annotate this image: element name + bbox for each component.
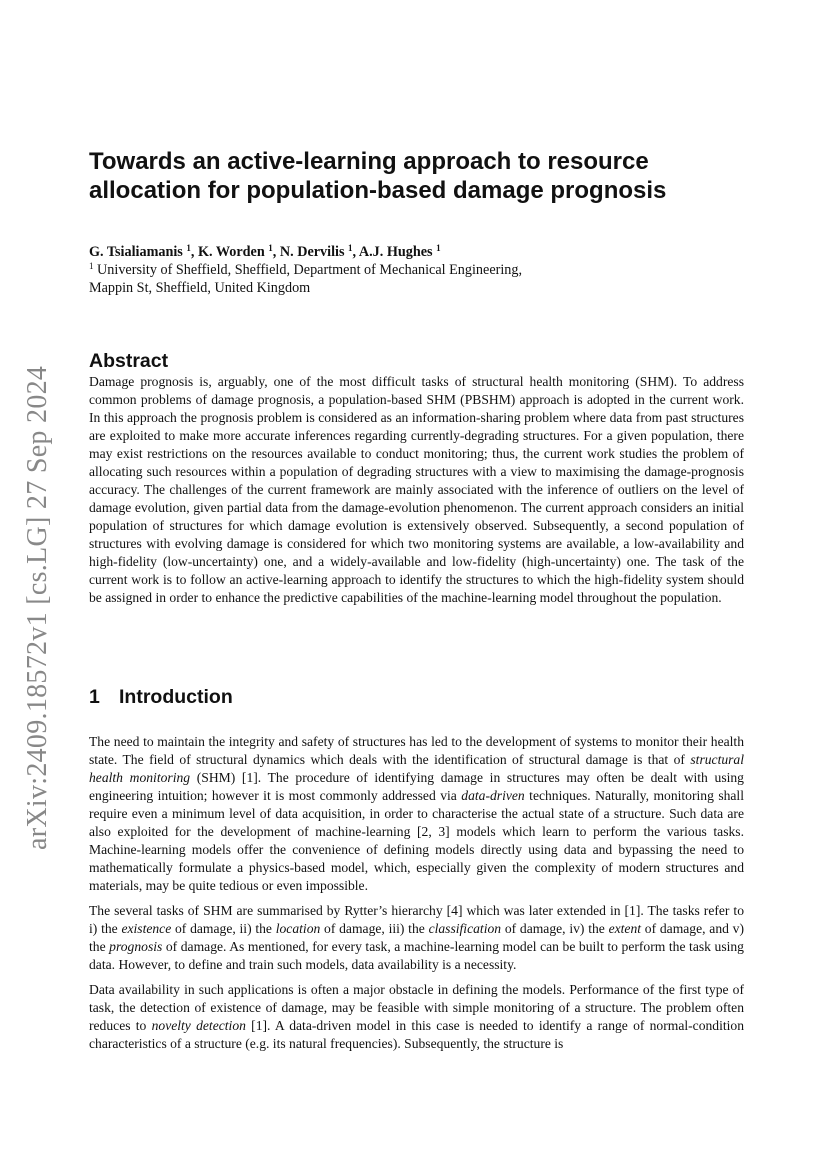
emphasis: structural health monitoring xyxy=(89,752,744,785)
abstract-text: Damage prognosis is, arguably, one of the most difficult tasks of structural health monitoring (SHM). To address common problems of damage prognosis, a population-based SHM (PBSHM) approach is adopted in the current work. In this approach the prognosis problem is considered as an information-sharing problem where data from past structures are exploited to make more accurate inferences regarding currently-degrading structures. For a given population, there may exist restrictions on the resources available to conduct monitoring; thus, the current work studies the problem of allocating such resources within a population of degrading structures with a view to maximising the damage-prognosis accuracy. The challenges of the current framework are mainly associated with the inference of outliers on the level of damage evolution, given partial data from the damage-evolution phenomenon. The current approach considers an initial population of structures for which damage evolution is extensively observed. Subsequently, a second population of structures with evolving damage is considered for which two monitoring systems are available, a low-availability and high-fidelity (low-uncertainty) one, and a widely-available and low-fidelity (high-uncertainty) one. The task of the current work is to follow an active-learning approach to identify the structures to which the high-fidelity system should be assigned in order to enhance the predictive capabilities of the machine-learning model throughout the population. xyxy=(89,374,744,605)
author-names: G. Tsialiamanis $^1$, K. Worden $^1$, N. Dervilis $^1$, A.J. Hughes $^1$ xyxy=(89,243,441,260)
affiliation-mark: 1 xyxy=(89,261,94,271)
introduction-body xyxy=(89,733,744,1060)
emphasis: prognosis xyxy=(109,939,163,954)
emphasis: location xyxy=(275,921,321,936)
affiliation-line: University of Sheffield, Sheffield, Department of Mechanical Engineering, xyxy=(97,262,523,278)
paper-title: Towards an active-learning approach to resource allocation for population-based damage prognosis xyxy=(89,148,667,204)
emphasis: novelty detection xyxy=(151,1018,246,1033)
author-affiliation-mark: 1 xyxy=(348,243,353,253)
section-title: Introduction xyxy=(119,686,233,708)
paragraph: Data availability in such applications is often a major obstacle in defining the models. Performance of the first type of task, the detection of existence of damage, may be feasible with simple monitoring of a structure. The problem often reduces to novelty detection [1]. A data-driven model in this case is needed to identify a range of normal-condition characteristics of a structure (e.g. its natural frequencies). Subsequently, the structure is xyxy=(89,982,745,1051)
paragraph: The need to maintain the integrity and safety of structures has led to the development of systems to monitor their health state. The field of structural dynamics which deals with the identification of structural damage is that of structural health monitoring (SHM) [1]. The procedure of identifying damage in structures may often be dealt with using engineering intuition; however it is most commonly addressed via data-driven techniques. Naturally, monitoring shall require even a minimum level of data acquisition, in order to characterise the actual state of a structure. Such data are also exploited for the development of machine-learning [2, 3] models which learn to perform the various tasks. Machine-learning models offer the convenience of defining models directly using data and bypassing the need to mathematically formulate a physics-based model, which, especially given the complexity of modern structures and materials, may be quite tedious or even impossible. xyxy=(89,734,744,893)
emphasis: classification xyxy=(428,921,502,936)
author-affiliation-mark: 1 xyxy=(436,243,441,253)
author-name: A.J. Hughes xyxy=(358,244,433,260)
author-block xyxy=(89,243,749,297)
emphasis: data-driven xyxy=(461,788,525,803)
author-name: G. Tsialiamanis xyxy=(89,244,183,260)
author-name: N. Dervilis xyxy=(279,244,345,260)
emphasis: extent xyxy=(608,921,642,936)
section-number: 1 xyxy=(89,686,100,708)
affiliation xyxy=(89,261,749,279)
author-affiliation-mark: 1 xyxy=(186,243,191,253)
author-name: K. Worden xyxy=(197,244,265,260)
affiliation-line: Mappin St, Sheffield, United Kingdom xyxy=(89,280,311,296)
author-affiliation-mark: 1 xyxy=(268,243,273,253)
paragraph: The several tasks of SHM are summarised by Rytter’s hierarchy [4] which was later extended in [1]. The tasks refer to i) the existence of damage, ii) the location of damage, iii) the classification of damage, iv) the extent of damage, and v) the prognosis of damage. As mentioned, for every task, a machine-learning model can be built to perform the task using data. However, to define and train such models, data availability is a necessity. xyxy=(89,903,744,972)
arxiv-identifier: arXiv:2409.18572v1 [cs.LG] 27 Sep 2024 xyxy=(22,365,53,850)
section-heading xyxy=(89,686,233,709)
emphasis: existence xyxy=(121,921,172,936)
abstract-heading: Abstract xyxy=(89,350,169,372)
